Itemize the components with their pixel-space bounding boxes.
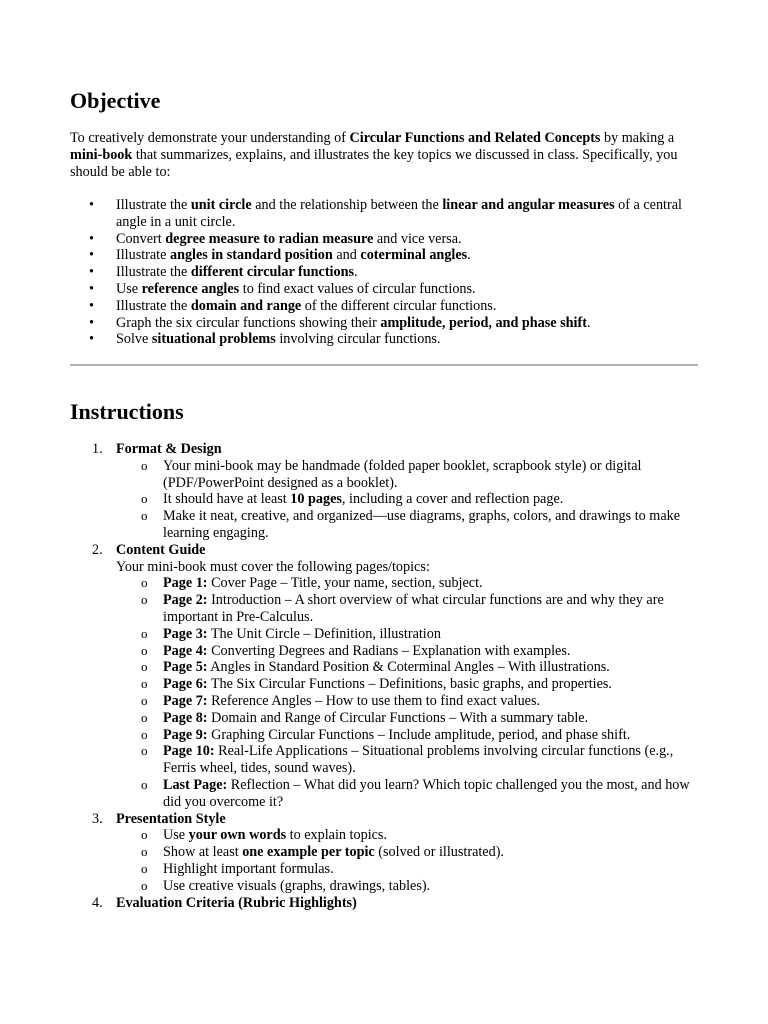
step-title: Content Guide	[116, 541, 206, 558]
step-title: Format & Design	[116, 441, 222, 457]
step-content-guide: 2. Content Guide Your mini-book must cover the following pages/topics: o Page 1: Cover Page – Title, your name, section, subject. o Page 2: Introduction – A short overview of what circular functions are and why they are important in Pre-Calculus. o Page 3: The Unit Circle – Definition, illustration o Page 4: Converting Degrees and Radians – Explanation with examples. o Page 5: Angles in Standard Position & Coterminal Angles – With illustrations. o Page 6: The Six Circular Functions – Definitions, basic graphs, and properties. o Page 7: Reference Angles – How to use them to find exact values. o Page 8: Domain and Range of Circular Functions – With a summary table. o Page 9: Graphing Circular Functions – Include amplitude, period, and phase shift. o Page 10: Real-Life Applications – Situational problems involving circular functions (e.g., Ferris wheel, tides, sound waves). o Last Page: Reflection – What did you learn? Which topic challenged you the most, and how did you overcome it?	[70, 542, 700, 811]
list-item: o Page 1: Cover Page – Title, your name, section, subject.	[116, 575, 700, 592]
list-item: o Page 4: Converting Degrees and Radians – Explanation with examples.	[116, 643, 700, 660]
sub-list	[116, 827, 700, 894]
list-item: o Make it neat, creative, and organized—use diagrams, graphs, colors, and drawings to make learning engaging.	[116, 508, 700, 542]
objective-intro: To creatively demonstrate your understanding of Circular Functions and Related Concepts by making a mini-book that summarizes, explains, and illustrates the key topics we discussed in class. Specifically, you should be able to:	[70, 130, 678, 180]
list-item: o Show at least one example per topic (solved or illustrated).	[116, 844, 700, 861]
objective-list	[70, 197, 700, 348]
list-item: o Highlight important formulas.	[116, 861, 700, 878]
step-format-design: 1. Format & Design o Your mini-book may be handmade (folded paper booklet, scrapbook style) or digital (PDF/PowerPoint designed as a booklet). o It should have at least 10 pages, including a cover and reflection page. o Make it neat, creative, and organized—use diagrams, graphs, colors, and drawings to make learning engaging.	[70, 441, 700, 542]
list-item: • Graph the six circular functions showing their amplitude, period, and phase shift.	[70, 315, 700, 332]
list-item: • Illustrate the different circular functions.	[70, 264, 700, 281]
list-item: • Convert degree measure to radian measure and vice versa.	[70, 231, 700, 248]
list-item: o Page 7: Reference Angles – How to use them to find exact values.	[116, 693, 700, 710]
list-item: o Your mini-book may be handmade (folded paper booklet, scrapbook style) or digital (PDF/PowerPoint designed as a booklet).	[116, 458, 700, 492]
sub-list	[116, 575, 700, 810]
step-lead: Your mini-book must cover the following pages/topics:	[116, 558, 430, 575]
list-item: o Page 8: Domain and Range of Circular Functions – With a summary table.	[116, 710, 700, 727]
instructions-list	[70, 441, 700, 911]
list-item: • Illustrate the unit circle and the relationship between the linear and angular measures of a central angle in a unit circle.	[70, 197, 700, 231]
list-item: o Page 9: Graphing Circular Functions – Include amplitude, period, and phase shift.	[116, 727, 700, 744]
objective-heading: Objective	[70, 88, 161, 113]
step-title: Evaluation Criteria (Rubric Highlights)	[116, 894, 357, 911]
step-evaluation-criteria: 4. Evaluation Criteria (Rubric Highlights)	[70, 895, 700, 912]
step-presentation-style: 3. Presentation Style o Use your own words to explain topics. o Show at least one example per topic (solved or illustrated). o Highlight important formulas. o Use creative visuals (graphs, drawings, tables).	[70, 811, 700, 895]
list-item: o Page 5: Angles in Standard Position & Coterminal Angles – With illustrations.	[116, 659, 700, 676]
list-item: o It should have at least 10 pages, including a cover and reflection page.	[116, 491, 700, 508]
instructions-heading: Instructions	[70, 399, 184, 424]
step-title: Presentation Style	[116, 810, 226, 827]
sub-list	[116, 458, 700, 542]
list-item: o Page 10: Real-Life Applications – Situational problems involving circular functions (e.g., Ferris wheel, tides, sound waves).	[116, 743, 700, 777]
section-divider	[70, 364, 698, 366]
list-item: o Last Page: Reflection – What did you learn? Which topic challenged you the most, and how did you overcome it?	[116, 777, 700, 811]
list-item: • Illustrate angles in standard position and coterminal angles.	[70, 247, 700, 264]
list-item: o Use creative visuals (graphs, drawings, tables).	[116, 878, 700, 895]
list-item: o Page 2: Introduction – A short overview of what circular functions are and why they are important in Pre-Calculus.	[116, 592, 700, 626]
list-item: • Solve situational problems involving circular functions.	[70, 331, 700, 348]
list-item: o Page 3: The Unit Circle – Definition, illustration	[116, 626, 700, 643]
list-item: o Page 6: The Six Circular Functions – Definitions, basic graphs, and properties.	[116, 676, 700, 693]
list-item: o Use your own words to explain topics.	[116, 827, 700, 844]
list-item: • Use reference angles to find exact values of circular functions.	[70, 281, 700, 298]
list-item: • Illustrate the domain and range of the different circular functions.	[70, 298, 700, 315]
